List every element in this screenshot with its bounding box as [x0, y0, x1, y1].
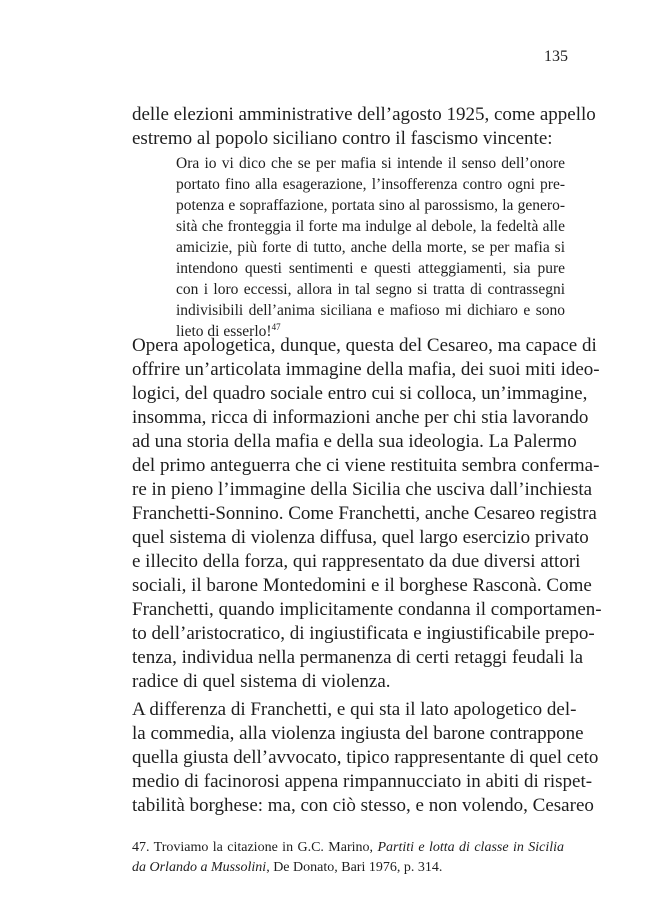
footnote-title: da Orlando a Mussolini — [132, 860, 267, 875]
paragraph-line: Franchetti-Sonnino. Come Franchetti, anche Cesareo registra — [132, 503, 597, 524]
paragraph-line: to dell’aristocratico, di ingiustificata e ingiustificabile prepo- — [132, 623, 595, 644]
quote-line: Ora io vi dico che se per mafia si intende il senso dell’onore — [176, 155, 565, 172]
paragraph-line: e illecito della forza, qui rappresentato da due diversi attori — [132, 551, 581, 572]
quote-line: amicizie, più forte di tutto, anche della morte, se per mafia si — [176, 239, 565, 256]
paragraph-line: tabilità borghese: ma, con ciò stesso, e non volendo, Cesareo — [132, 795, 594, 816]
paragraph-line: radice di quel sistema di violenza. — [132, 671, 391, 692]
paragraph-line: insomma, ricca di informazioni anche per chi stia lavorando — [132, 407, 589, 428]
paragraph-line: A differenza di Franchetti, e qui sta il lato apologetico del- — [132, 699, 577, 720]
quote-line: potenza e sopraffazione, portata sino al parossismo, la genero- — [176, 197, 565, 214]
footnote-reference: 47 — [271, 322, 281, 332]
paragraph-line: quella giusta dell’avvocato, tipico rappresentante di quel ceto — [132, 747, 599, 768]
footnote-line — [132, 838, 564, 857]
footnote-citation: , De Donato, Bari 1976, p. 314. — [266, 860, 443, 875]
intro-line: estremo al popolo siciliano contro il fascismo vincente: — [132, 128, 553, 149]
paragraph-line: Franchetti, quando implicitamente condanna il comportamen- — [132, 599, 602, 620]
quote-line: lieto di esserlo! — [176, 323, 272, 340]
page-number: 135 — [544, 48, 568, 65]
paragraph-line: la commedia, alla violenza ingiusta del barone contrappone — [132, 723, 584, 744]
paragraph-line: medio di facinorosi appena rimpannucciato in abiti di rispet- — [132, 771, 593, 792]
paragraph-line: offrire un’articolata immagine della mafia, dei suoi miti ideo- — [132, 359, 600, 380]
footnote-line — [132, 858, 564, 877]
intro-line: delle elezioni amministrative dell’agosto 1925, come appello — [132, 104, 596, 125]
paragraph-line: logici, del quadro sociale entro cui si colloca, un’immagine, — [132, 383, 588, 404]
paragraph-line: tenza, individua nella permanenza di certi retaggi feudali la — [132, 647, 584, 668]
quote-line: intendono questi sentimenti e questi atteggiamenti, sia pure — [176, 260, 565, 277]
paragraph-line: quel sistema di violenza diffusa, quel largo esercizio privato — [132, 527, 589, 548]
paragraph-line: del primo anteguerra che ci viene restituita sembra conferma- — [132, 455, 600, 476]
paragraph-line: Opera apologetica, dunque, questa del Cesareo, ma capace di — [132, 335, 597, 356]
footnote-lead: Troviamo la citazione in G.C. Marino, — [153, 840, 374, 855]
quote-line: con i loro eccessi, allora in tal segno si tratta di contrassegni — [176, 281, 565, 298]
quote-line: sità che fronteggia il forte ma indulge al debole, la fedeltà alle — [176, 218, 565, 235]
quote-line: portato fino alla esagerazione, l’insofferenza contro ogni pre- — [176, 176, 565, 193]
paragraph-line: sociali, il barone Montedomini e il borghese Rasconà. Come — [132, 575, 592, 596]
paragraph-line: re in pieno l’immagine della Sicilia che usciva dall’inchiesta — [132, 479, 593, 500]
footnote-title: Partiti e lotta di classe in Sicilia — [377, 840, 565, 855]
paragraph-line: ad una storia della mafia e della sua ideologia. La Palermo — [132, 431, 577, 452]
quote-line: indivisibili dell’anima siciliana e mafioso mi dichiaro e sono — [176, 302, 565, 319]
footnote-number: 47. — [132, 840, 150, 855]
